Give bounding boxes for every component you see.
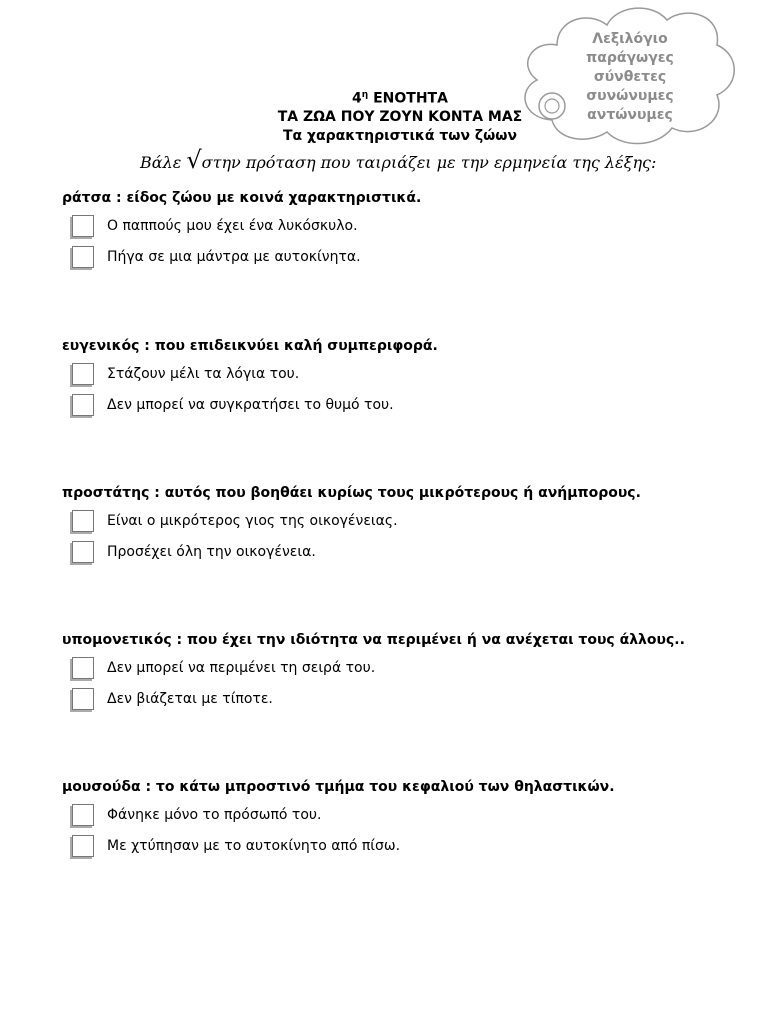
option-checkbox[interactable] (72, 688, 94, 710)
option-row (62, 362, 752, 386)
option-row (62, 803, 752, 827)
option-row (62, 687, 752, 711)
option-text: Δεν βιάζεται με τίποτε. (107, 691, 273, 707)
option-checkbox[interactable] (72, 394, 94, 416)
unit-heading (0, 90, 768, 107)
option-row (62, 540, 752, 564)
lexicon-line: Λεξιλόγιο (592, 31, 668, 47)
option-checkbox[interactable] (72, 804, 94, 826)
option-row (62, 834, 752, 858)
term-definition: προστάτης : αυτός που βοηθάει κυρίως τους μικρότερους ή ανήμπορους. (62, 485, 641, 501)
unit-number: 4 (352, 90, 362, 107)
option-row (62, 214, 752, 238)
page-title: ΤΑ ΖΩΑ ΠΟΥ ΖΟΥΝ ΚΟΝΤΑ ΜΑΣ (277, 109, 523, 125)
option-checkbox[interactable] (72, 363, 94, 385)
option-row (62, 509, 752, 533)
option-checkbox[interactable] (72, 657, 94, 679)
unit-sup: η (361, 90, 369, 100)
option-text: Στάζουν μέλι τα λόγια του. (107, 366, 300, 382)
instruction-after: στην πρόταση που ταιριάζει με την ερμηνεία της λέξης: (201, 153, 657, 172)
option-text: Είναι ο μικρότερος γιος της οικογένειας. (107, 513, 398, 529)
exercise-section (62, 779, 752, 865)
lexicon-line: παράγωγες (586, 50, 674, 66)
instruction (140, 146, 656, 174)
option-checkbox[interactable] (72, 215, 94, 237)
option-row (62, 245, 752, 269)
option-checkbox[interactable] (72, 510, 94, 532)
instruction-before: Βάλε (140, 153, 187, 172)
term-definition: μουσούδα : το κάτω μπροστινό τμήμα του κεφαλιού των θηλαστικών. (62, 779, 615, 795)
option-row (62, 656, 752, 680)
page-subtitle: Τα χαρακτηριστικά των ζώων (282, 128, 518, 144)
lexicon-line: συνώνυμες (586, 88, 674, 104)
option-checkbox[interactable] (72, 246, 94, 268)
option-text: Δεν μπορεί να συγκρατήσει το θυμό του. (107, 397, 394, 413)
option-text: Ο παππούς μου έχει ένα λυκόσκυλο. (107, 218, 358, 234)
term-definition: ευγενικός : που επιδεικνύει καλή συμπεριφορά. (62, 338, 438, 354)
exercise-section (62, 190, 752, 276)
unit-word: ΕΝΟΤΗΤΑ (373, 90, 448, 107)
checkmark-icon: √ (186, 146, 202, 174)
option-text: Δεν μπορεί να περιμένει τη σειρά του. (107, 660, 376, 676)
option-text: Πήγα σε μια μάντρα με αυτοκίνητα. (107, 249, 361, 265)
option-text: Φάνηκε μόνο το πρόσωπό του. (107, 807, 322, 823)
term-definition: υπομονετικός : που έχει την ιδιότητα να περιμένει ή να ανέχεται τους άλλους.. (62, 632, 685, 648)
exercise-section (62, 338, 752, 424)
option-checkbox[interactable] (72, 835, 94, 857)
lexicon-line: αντώνυμες (587, 107, 673, 123)
exercise-section (62, 485, 752, 571)
option-row (62, 393, 752, 417)
term-definition: ράτσα : είδος ζώου με κοινά χαρακτηριστικά. (62, 190, 422, 206)
option-checkbox[interactable] (72, 541, 94, 563)
lexicon-line: σύνθετες (593, 69, 667, 85)
option-text: Προσέχει όλη την οικογένεια. (107, 544, 316, 560)
exercise-section (62, 632, 752, 718)
option-text: Με χτύπησαν με το αυτοκίνητο από πίσω. (107, 838, 401, 854)
